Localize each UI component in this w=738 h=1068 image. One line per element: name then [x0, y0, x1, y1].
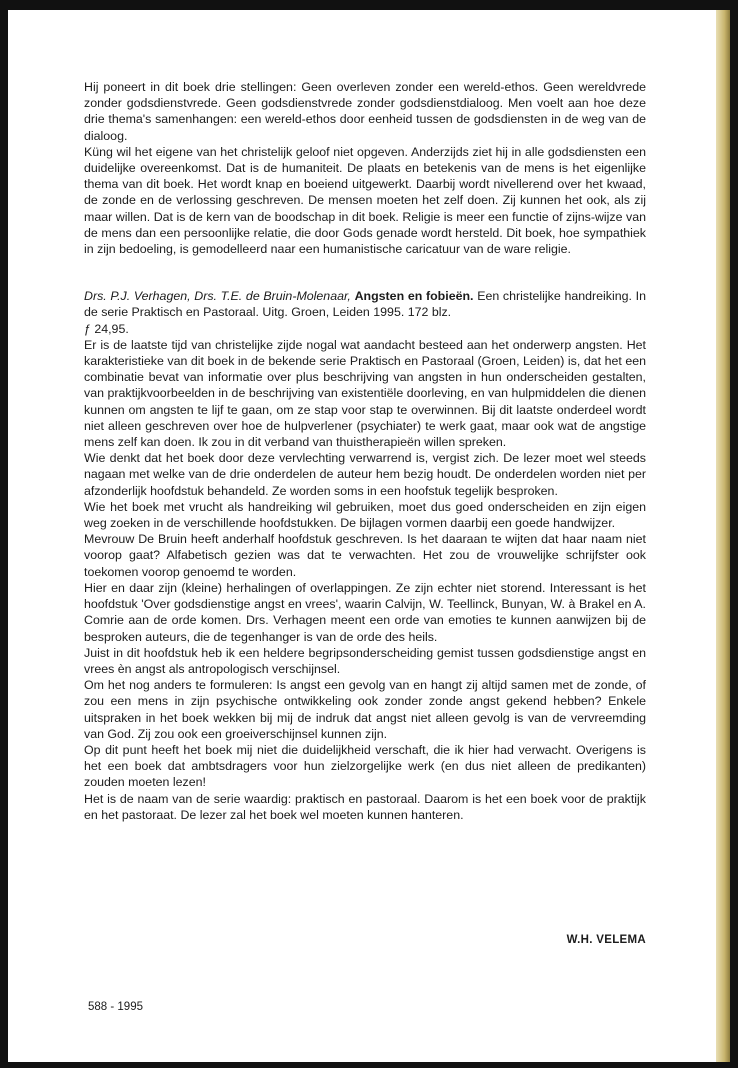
paragraph: Küng wil het eigene van het christelijk geloof niet opgeven. Anderzijds ziet hij in alle godsdiensten een duidelijke overeenkomst. Dat is de humaniteit. De plaats en betekenis van de mens is het eigenlijke thema van dit boek. Het wordt knap en boeiend uitgewerkt. Daarbij wordt nivellerend over het kwaad, de zonde en de verlossing geschreven. De mensen moeten het zelf doen. Zij kunnen het ook, als zij maar willen. Dat is de kern van de boodschap in dit boek. Religie is meer een functie of zijns-wijze van de mens dan een persoonlijke relatie, die door Gods genade wordt hersteld. Dit boek, hoe sympathiek in zijn bedoeling, is gemodelleerd naar een humanistische caricatuur van de ware religie.	[84, 144, 646, 257]
paragraph: Wie denkt dat het boek door deze vervlechting verwarrend is, vergist zich. De lezer moet wel steeds nagaan met welke van de drie onderdelen de auteur hem bezig houdt. De onderdelen worden niet per afzonderlijk hoofdstuk behandeld. Ze worden soms in een hoofstuk tegelijk besproken.	[84, 451, 646, 498]
paragraph: Het is de naam van de serie waardig: praktisch en pastoraal. Daarom is het een boek voor de praktijk en het pastoraat. De lezer zal het boek wel moeten kunnen hanteren.	[84, 791, 646, 822]
paragraph: Wie het boek met vrucht als handreiking wil gebruiken, moet dus goed onderscheiden en zijn eigen weg zoeken in de verschillende hoofdstukken. De bijlagen vormen daarbij een goede handwijzer.	[84, 499, 646, 531]
section-gap	[84, 257, 646, 288]
page-edge	[716, 10, 730, 1062]
paragraph: Mevrouw De Bruin heeft anderhalf hoofdstuk geschreven. Is het daaraan te wijten dat haar naam niet voorop gaat? Alfabetisch gezien was dat te verwachten. Het zou de vrouwelijke schrijfster ook toekomen voorop genoemd te worden.	[84, 532, 646, 579]
page-number: 588 - 1995	[88, 1001, 143, 1013]
paragraph: Hier en daar zijn (kleine) herhalingen of overlappingen. Ze zijn echter niet storend. Interessant is het hoofdstuk 'Over godsdienstige angst en vrees', waarin Calvijn, W. Teellinck, Bunyan, W. à Brakel en A. Comrie aan de orde komen. Drs. Verhagen meent een orde van emoties te kunnen aanwijzen bij de besproken auteurs, die de tegenhanger is van de orde des heils.	[84, 580, 646, 644]
citation-details: Een christelijke handreiking. In de serie Praktisch en Pastoraal. Uitg. Groen, Leiden 1995. 172 blz.	[84, 289, 646, 320]
citation-title: Angsten en fobieën.	[354, 289, 474, 304]
citation-authors: Drs. P.J. Verhagen, Drs. T.E. de Bruin-Molenaar,	[84, 289, 351, 304]
paragraph: Op dit punt heeft het boek mij niet die duidelijkheid verschaft, die ik hier had verwacht. Overigens is het een boek dat ambtsdragers voor hun zielzorgelijke werk (en dus niet alleen de predikanten) zouden moeten lezen!	[84, 742, 646, 790]
paragraph: Hij poneert in dit boek drie stellingen: Geen overleven zonder een wereld-ethos. Geen wereldvrede zonder godsdienstvrede. Geen godsdienstvrede zonder godsdienstdialoog. Men voelt aan hoe deze drie thema's samenhangen: een wereld-ethos door eenheid tussen de godsdiensten in de weg van de dialoog.	[84, 80, 646, 143]
reviewer-signature: W.H. VELEMA	[566, 934, 646, 946]
paragraph: Om het nog anders te formuleren: Is angst een gevolg van en hangt zij altijd samen met de zonde, of zou een mens in zijn psychische ontwikkeling ook zonder zonde angst gekend hebben? Enkele uitspraken in het boek wekken bij mij de indruk dat angst niet alleen gevolg is van de vervreemding van God. Zij zou ook een groeiverschijnsel kunnen zijn.	[84, 678, 646, 741]
book-citation	[84, 288, 646, 337]
body-text	[84, 79, 646, 823]
paragraph: Er is de laatste tijd van christelijke zijde nogal wat aandacht besteed aan het onderwerp angsten. Het karakteristieke van dit boek in de bekende serie Praktisch en Pastoraal (Groen, Leiden) is, dat het een combinatie bevat van informatie over plus beschrijving van angsten in hun onderscheiden gestalten, van praktijkvoorbeelden in de beschrijving van existentiële doorleving, en van hulpmiddelen die dienen kunnen om angsten te lijf te gaan, om ze stap voor stap te overwinnen. Bij dit laatste onderdeel wordt niet alleen geschreven over hoe de hulpverlener (psychiater) te werk gaat, maar ook wat de angstige mens zelf kan doen. Ik zou in dit verband van thuistherapieën willen spreken.	[84, 337, 646, 450]
scan-border	[0, 1062, 738, 1068]
paragraph: Juist in dit hoofdstuk heb ik een heldere begripsonderscheiding gemist tussen godsdienstige angst en vrees èn angst als antropologisch verschijnsel.	[84, 645, 646, 676]
citation-price: ƒ 24,95.	[84, 321, 129, 336]
